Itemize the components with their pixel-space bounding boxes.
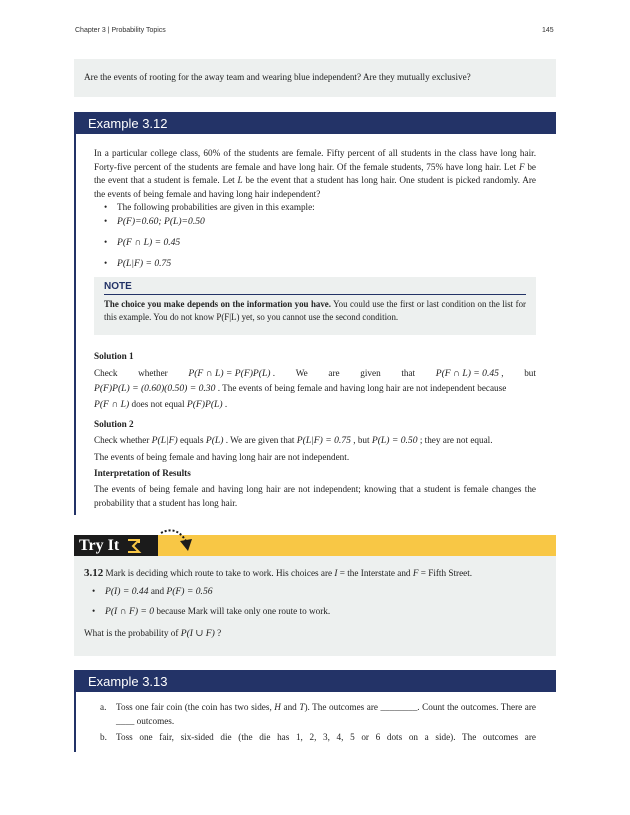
solution-1-line-2: P(F)P(L) = (0.60)(0.50) = 0.30 . The events of being female and having long hair are not independent because <box>94 383 507 394</box>
given-bullet-2: • P(F ∩ L) = 0.45 <box>104 237 181 248</box>
solution-1-line-3: P(F ∩ L) does not equal P(F)P(L) . <box>94 399 228 410</box>
try-it-bullet-2: • P(I ∩ F) = 0 because Mark will take only one route to work. <box>92 606 331 617</box>
try-it-bullet-1: • P(I) = 0.44 and P(F) = 0.56 <box>92 586 213 597</box>
example-intro: In a particular college class, 60% of the students are female. Fifty percent of all students in the class have long hair. Forty-five percent of the students are female and have long hair. Of the female students, 75% have long hair. Let F be the event that a student is female. Let L be the event that a student has long hair. One student is picked randomly. Are the events of being female and having long hair independent? <box>94 148 536 199</box>
chapter-header: Chapter 3 | Probability Topics <box>75 27 166 34</box>
solution-1-heading: Solution 1 <box>94 351 134 361</box>
given-label: • The following probabilities are given in this example: <box>104 202 315 212</box>
part-a-text: Toss one fair coin (the coin has two sides, H and T). The outcomes are ________. Count the outcomes. There are ____ outcomes. <box>116 702 536 726</box>
note-rule <box>104 294 526 295</box>
part-b-label: b. <box>100 732 107 742</box>
try-it-question: 3.12 Mark is deciding which route to take to work. His choices are I = the Interstate and F = Fifth Street. <box>84 567 473 579</box>
try-it-arrow-icon <box>158 527 194 555</box>
note-box <box>94 277 536 335</box>
interpretation-text: The events of being female and having long hair are not independent; knowing that a student is female changes the probability that a student has long hair. <box>94 484 536 508</box>
example-3-13-left-rule <box>74 692 76 752</box>
solution-2-line-2: The events of being female and having long hair are not independent. <box>94 452 350 462</box>
note-heading: NOTE <box>104 281 132 292</box>
example-left-rule <box>74 134 76 515</box>
solution-1-line-1: Check whether P(F ∩ L) = P(F)P(L) . We are given that P(F ∩ L) = 0.45 , but <box>94 368 536 379</box>
try-it-sigma-icon <box>125 538 143 554</box>
example-banner: Example 3.12 <box>74 112 556 134</box>
given-bullet-3: • P(L|F) = 0.75 <box>104 258 172 269</box>
exercise-question: Are the events of rooting for the away team and wearing blue independent? Are they mutually exclusive? <box>84 72 471 82</box>
example-3-13-banner: Example 3.13 <box>74 670 556 692</box>
interpretation-heading: Interpretation of Results <box>94 468 191 478</box>
solution-2-heading: Solution 2 <box>94 419 134 429</box>
given-bullet-1: • P(F)=0.60; P(L)=0.50 <box>104 216 205 227</box>
exercise-box <box>74 59 556 97</box>
note-text: The choice you make depends on the information you have. You could use the first or last condition on the list for this example. You do not know P(F|L) yet, so you cannot use the second condition. <box>104 299 526 322</box>
try-it-prompt: What is the probability of P(I ∪ F) ? <box>84 628 222 639</box>
part-b-text: Toss one fair, six-sided die (the die has 1, 2, 3, 4, 5 or 6 dots on a side). The outcomes are <box>116 732 536 742</box>
page-number: 145 <box>542 27 554 34</box>
solution-2-line-1: Check whether P(L|F) equals P(L) . We are given that P(L|F) = 0.75 , but P(L) = 0.50 ; they are not equal. <box>94 435 493 446</box>
part-a-label: a. <box>100 702 107 712</box>
try-it-label: Try It <box>74 535 158 556</box>
